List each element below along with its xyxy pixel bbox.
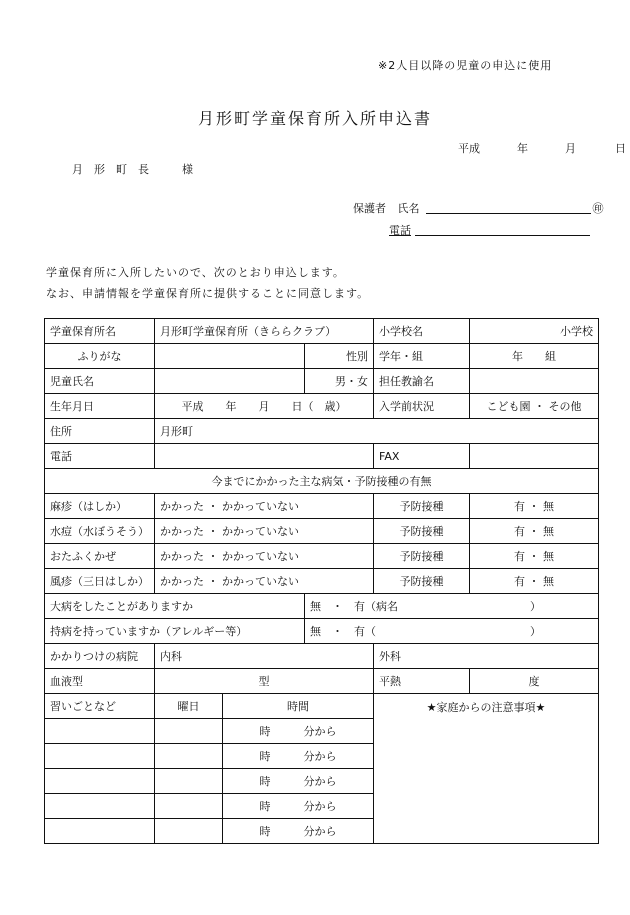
teacher-label: 担任教諭名 — [374, 369, 470, 394]
illness-name: おたふくかぜ — [45, 544, 155, 569]
major-illness-field[interactable]: 無 ・ 有（病名 ） — [305, 594, 599, 619]
vaccination-label: 予防接種 — [374, 569, 470, 594]
application-form-table — [44, 318, 599, 844]
blood-field[interactable]: 型 — [155, 669, 374, 694]
guardian-name-line — [353, 200, 604, 216]
lessons-header-row — [45, 694, 599, 719]
illness-status[interactable]: かかった ・ かかっていない — [155, 544, 374, 569]
illness-header-row — [45, 469, 599, 494]
lesson-name-field[interactable] — [45, 744, 155, 769]
furigana-field[interactable] — [155, 344, 305, 369]
seal-mark: ㊞ — [592, 202, 604, 215]
intro-line-2: なお、申請情報を学童保育所に提供することに同意します。 — [46, 287, 370, 300]
blood-label: 血液型 — [45, 669, 155, 694]
lesson-day-field[interactable] — [155, 744, 223, 769]
guardian-label: 保護者 — [353, 202, 386, 215]
intro-text — [46, 262, 369, 304]
surgery-field[interactable]: 外科 — [374, 644, 599, 669]
internal-medicine-field[interactable]: 内科 — [155, 644, 374, 669]
vaccination-status[interactable]: 有 ・ 無 — [470, 494, 599, 519]
vaccination-status[interactable]: 有 ・ 無 — [470, 544, 599, 569]
phone-row — [45, 444, 599, 469]
address-label: 住所 — [45, 419, 155, 444]
child-name-field[interactable] — [155, 369, 305, 394]
fax-field[interactable] — [470, 444, 599, 469]
lesson-name-field[interactable] — [45, 719, 155, 744]
guardian-name-label: 氏名 — [397, 202, 420, 215]
date-line — [458, 140, 626, 156]
lesson-name-field[interactable] — [45, 819, 155, 844]
furigana-row — [45, 344, 599, 369]
gender-label: 性別 — [305, 344, 374, 369]
lesson-time-field[interactable]: 時 分から — [223, 719, 374, 744]
illness-status[interactable]: かかった ・ かかっていない — [155, 519, 374, 544]
temperature-field[interactable]: 度 — [470, 669, 599, 694]
vaccination-label: 予防接種 — [374, 494, 470, 519]
illness-status[interactable]: かかった ・ かかっていない — [155, 569, 374, 594]
blood-row — [45, 669, 599, 694]
illness-name: 風疹（三日はしか） — [45, 569, 155, 594]
chronic-illness-label: 持病を持っていますか（アレルギー等） — [45, 619, 305, 644]
teacher-field[interactable] — [470, 369, 599, 394]
lesson-name-field[interactable] — [45, 769, 155, 794]
lesson-name-field[interactable] — [45, 794, 155, 819]
school-label: 小学校名 — [374, 319, 470, 344]
illness-name: 水痘（水ぼうそう） — [45, 519, 155, 544]
phone-label: 電話 — [45, 444, 155, 469]
guardian-phone-field[interactable] — [415, 235, 590, 236]
illness-name: 麻疹（はしか） — [45, 494, 155, 519]
guardian-phone-line — [389, 222, 590, 238]
hospital-label: かかりつけの病院 — [45, 644, 155, 669]
facility-label: 学童保育所名 — [45, 319, 155, 344]
child-name-row — [45, 369, 599, 394]
birth-label: 生年月日 — [45, 394, 155, 419]
major-illness-row — [45, 594, 599, 619]
date-year: 年 — [517, 142, 528, 155]
weekday-label: 曜日 — [155, 694, 223, 719]
facility-value: 月形町学童保育所（きららクラブ） — [155, 319, 374, 344]
school-field[interactable]: 小学校 — [470, 319, 599, 344]
date-month: 月 — [565, 142, 576, 155]
fax-label: FAX — [374, 444, 470, 469]
temperature-label: 平熱 — [374, 669, 470, 694]
lesson-day-field[interactable] — [155, 719, 223, 744]
illness-row — [45, 544, 599, 569]
family-notes-box[interactable] — [374, 694, 599, 844]
date-era: 平成 — [458, 142, 480, 155]
vaccination-status[interactable]: 有 ・ 無 — [470, 519, 599, 544]
guardian-name-field[interactable] — [426, 213, 591, 214]
major-illness-label: 大病をしたことがありますか — [45, 594, 305, 619]
hospital-row — [45, 644, 599, 669]
usage-note: ※2人目以降の児童の申込に使用 — [378, 59, 553, 72]
address-row — [45, 419, 599, 444]
lessons-label: 習いごとなど — [45, 694, 155, 719]
lesson-day-field[interactable] — [155, 769, 223, 794]
preschool-field[interactable]: こども園 ・ その他 — [470, 394, 599, 419]
time-label: 時間 — [223, 694, 374, 719]
lesson-time-field[interactable]: 時 分から — [223, 769, 374, 794]
vaccination-status[interactable]: 有 ・ 無 — [470, 569, 599, 594]
grade-field[interactable]: 年 組 — [470, 344, 599, 369]
illness-row — [45, 519, 599, 544]
birth-row — [45, 394, 599, 419]
lesson-day-field[interactable] — [155, 794, 223, 819]
gender-field[interactable]: 男・女 — [305, 369, 374, 394]
lesson-time-field[interactable]: 時 分から — [223, 819, 374, 844]
lesson-time-field[interactable]: 時 分から — [223, 794, 374, 819]
child-name-label: 児童氏名 — [45, 369, 155, 394]
chronic-illness-row — [45, 619, 599, 644]
document-title: 月形町学童保育所入所申込書 — [197, 109, 432, 128]
illness-status[interactable]: かかった ・ かかっていない — [155, 494, 374, 519]
recipient: 月形町長 様 — [72, 163, 204, 176]
illness-row — [45, 494, 599, 519]
lesson-day-field[interactable] — [155, 819, 223, 844]
illness-header: 今までにかかった主な病気・予防接種の有無 — [45, 469, 599, 494]
intro-line-1: 学童保育所に入所したいので、次のとおり申込します。 — [46, 266, 345, 279]
chronic-illness-field[interactable]: 無 ・ 有（ ） — [305, 619, 599, 644]
date-day: 日 — [615, 142, 626, 155]
guardian-phone-label: 電話 — [389, 224, 411, 237]
illness-row — [45, 569, 599, 594]
preschool-label: 入学前状況 — [374, 394, 470, 419]
address-field[interactable]: 月形町 — [155, 419, 599, 444]
grade-label: 学年・組 — [374, 344, 470, 369]
phone-field[interactable] — [155, 444, 374, 469]
family-notes-label: ★家庭からの注意事項★ — [426, 701, 546, 714]
vaccination-label: 予防接種 — [374, 519, 470, 544]
birth-field[interactable]: 平成 年 月 日（ 歳） — [155, 394, 374, 419]
lesson-time-field[interactable]: 時 分から — [223, 744, 374, 769]
vaccination-label: 予防接種 — [374, 544, 470, 569]
furigana-label: ふりがな — [45, 344, 155, 369]
facility-row — [45, 319, 599, 344]
